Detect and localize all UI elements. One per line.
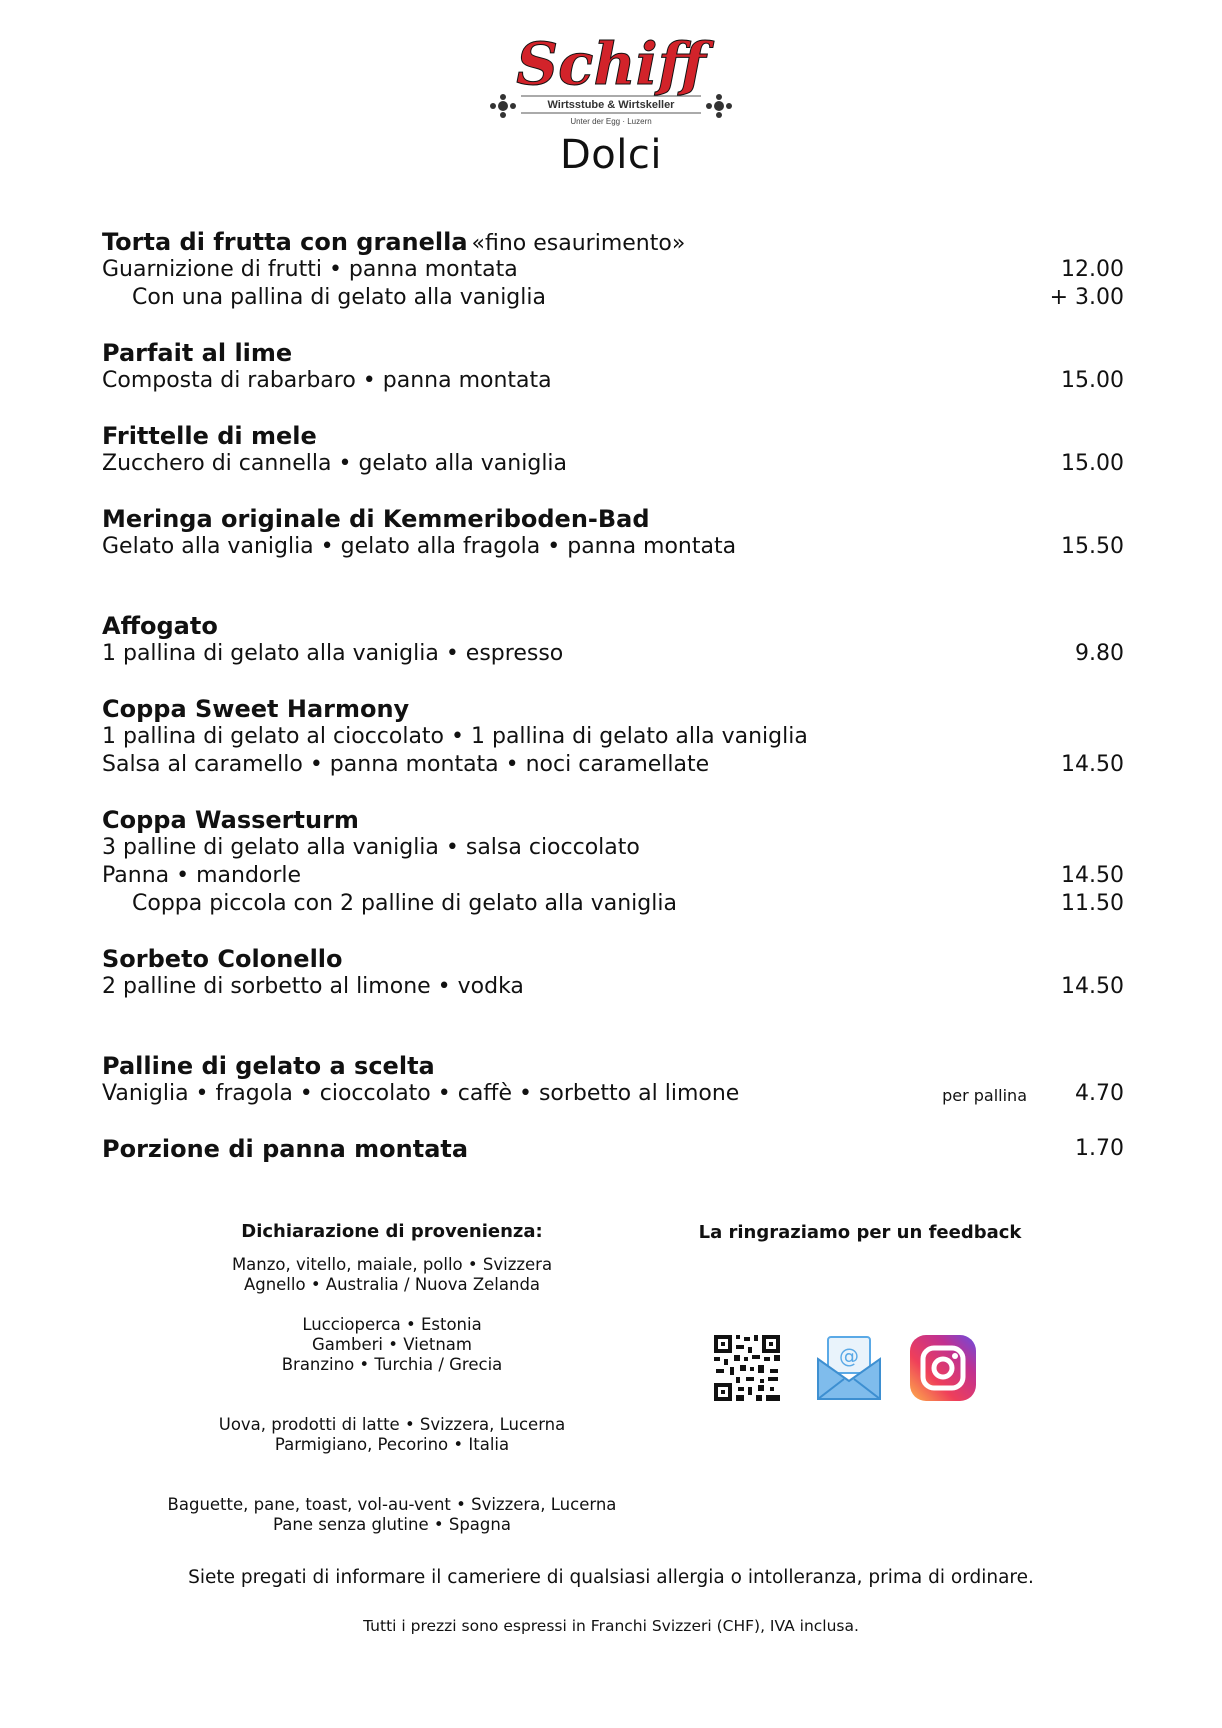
item-note: «fino esaurimento» bbox=[471, 231, 686, 256]
item-price: 9.80 bbox=[1075, 641, 1124, 666]
feedback-title: La ringraziamo per un feedback bbox=[698, 1222, 1022, 1243]
origin-line: Agnello • Australia / Nuova Zelanda bbox=[243, 1275, 541, 1294]
menu-item-torta bbox=[102, 228, 1124, 312]
menu-item-frittelle bbox=[102, 422, 1124, 478]
logo-location: Unter der Egg · Luzern bbox=[570, 117, 652, 126]
item-name: Sorbeto Colonello bbox=[102, 945, 343, 973]
qr-code-icon[interactable] bbox=[712, 1333, 782, 1407]
svg-text:@: @ bbox=[839, 1344, 859, 1368]
origin-line: Branzino • Turchia / Grecia bbox=[281, 1355, 503, 1374]
feedback-section bbox=[680, 1222, 1040, 1368]
item-description: Panna • mandorle bbox=[102, 863, 302, 888]
menu-item-sorbeto bbox=[102, 945, 1124, 1001]
menu-item-palline bbox=[102, 1052, 1124, 1108]
logo-tagline: Wirtsstube & Wirtskeller bbox=[547, 99, 675, 111]
allergy-notice: Siete pregati di informare il cameriere di qualsiasi allergia o intolleranza, prima di ordinare. bbox=[188, 1567, 1034, 1588]
page-title: Dolci bbox=[560, 132, 662, 178]
item-name: Parfait al lime bbox=[102, 339, 293, 367]
restaurant-logo bbox=[481, 30, 741, 134]
origin-line: Uova, prodotti di latte • Svizzera, Lucerna bbox=[218, 1415, 566, 1434]
item-price: 12.00 bbox=[1061, 257, 1124, 282]
instagram-icon[interactable] bbox=[908, 1333, 978, 1407]
item-name: Frittelle di mele bbox=[102, 422, 317, 450]
item-name: Affogato bbox=[102, 612, 218, 640]
item-price: 15.00 bbox=[1061, 451, 1124, 476]
origin-declaration bbox=[122, 1222, 662, 1555]
item-price: 14.50 bbox=[1061, 863, 1124, 888]
prices-note: Tutti i prezzi sono espressi in Franchi Svizzeri (CHF), IVA inclusa. bbox=[363, 1617, 859, 1635]
item-description: Zucchero di cannella • gelato alla vaniglia bbox=[102, 451, 568, 476]
item-price: 14.50 bbox=[1061, 974, 1124, 999]
item-name: Coppa Wasserturm bbox=[102, 806, 359, 834]
menu-item-parfait bbox=[102, 339, 1124, 395]
menu-item-wasserturm bbox=[102, 806, 1124, 918]
origin-title: Dichiarazione di provenienza: bbox=[241, 1221, 543, 1242]
email-icon[interactable] bbox=[814, 1333, 884, 1407]
item-name: Torta di frutta con granella bbox=[102, 228, 468, 256]
item-price: 1.70 bbox=[1075, 1136, 1124, 1161]
menu-item-meringa bbox=[102, 505, 1124, 561]
item-description: 1 pallina di gelato al cioccolato • 1 pallina di gelato alla vaniglia bbox=[102, 724, 808, 749]
menu-item-panna bbox=[102, 1135, 1124, 1163]
item-name: Meringa originale di Kemmeriboden-Bad bbox=[102, 505, 650, 533]
origin-line: Gamberi • Vietnam bbox=[312, 1335, 472, 1354]
item-price: 15.00 bbox=[1061, 368, 1124, 393]
item-description: Composta di rabarbaro • panna montata bbox=[102, 368, 552, 393]
origin-line: Luccioperca • Estonia bbox=[302, 1315, 482, 1334]
item-name: Palline di gelato a scelta bbox=[102, 1052, 435, 1080]
origin-line: Parmigiano, Pecorino • Italia bbox=[274, 1435, 510, 1454]
item-name: Porzione di panna montata bbox=[102, 1135, 469, 1163]
item-description: Vaniglia • fragola • cioccolato • caffè • sorbetto al limone bbox=[102, 1081, 740, 1106]
item-description: Guarnizione di frutti • panna montata bbox=[102, 257, 518, 282]
menu-item-affogato bbox=[102, 612, 1124, 668]
logo-ornament-left-icon bbox=[490, 94, 516, 118]
item-price: 15.50 bbox=[1061, 534, 1124, 559]
item-small-description: Coppa piccola con 2 palline di gelato alla vaniglia bbox=[132, 891, 677, 916]
item-description: 2 palline di sorbetto al limone • vodka bbox=[102, 974, 524, 999]
page-header bbox=[0, 30, 1222, 178]
item-description: Gelato alla vaniglia • gelato alla fragola • panna montata bbox=[102, 534, 737, 559]
logo-wordmark: Schiff bbox=[516, 30, 706, 98]
origin-line: Pane senza glutine • Spagna bbox=[273, 1515, 511, 1534]
logo-ornament-right-icon bbox=[706, 94, 732, 118]
item-extra-price: + 3.00 bbox=[1049, 285, 1124, 310]
origin-line: Manzo, vitello, maiale, pollo • Svizzera bbox=[231, 1255, 553, 1274]
menu-item-sweet-harmony bbox=[102, 695, 1124, 779]
item-small-price: 11.50 bbox=[1061, 891, 1124, 916]
item-extra-description: Con una pallina di gelato alla vaniglia bbox=[132, 285, 546, 310]
item-price: 14.50 bbox=[1061, 752, 1124, 777]
dessert-menu bbox=[102, 228, 1124, 1163]
item-price: 4.70 bbox=[1075, 1081, 1124, 1106]
origin-line: Baguette, pane, toast, vol-au-vent • Svizzera, Lucerna bbox=[167, 1495, 617, 1514]
item-name: Coppa Sweet Harmony bbox=[102, 695, 410, 723]
item-unit-label: per pallina bbox=[942, 1086, 1027, 1105]
item-description: 1 pallina di gelato alla vaniglia • espresso bbox=[102, 641, 564, 666]
item-description: Salsa al caramello • panna montata • noci caramellate bbox=[102, 752, 710, 777]
item-description: 3 palline di gelato alla vaniglia • salsa cioccolato bbox=[102, 835, 640, 860]
